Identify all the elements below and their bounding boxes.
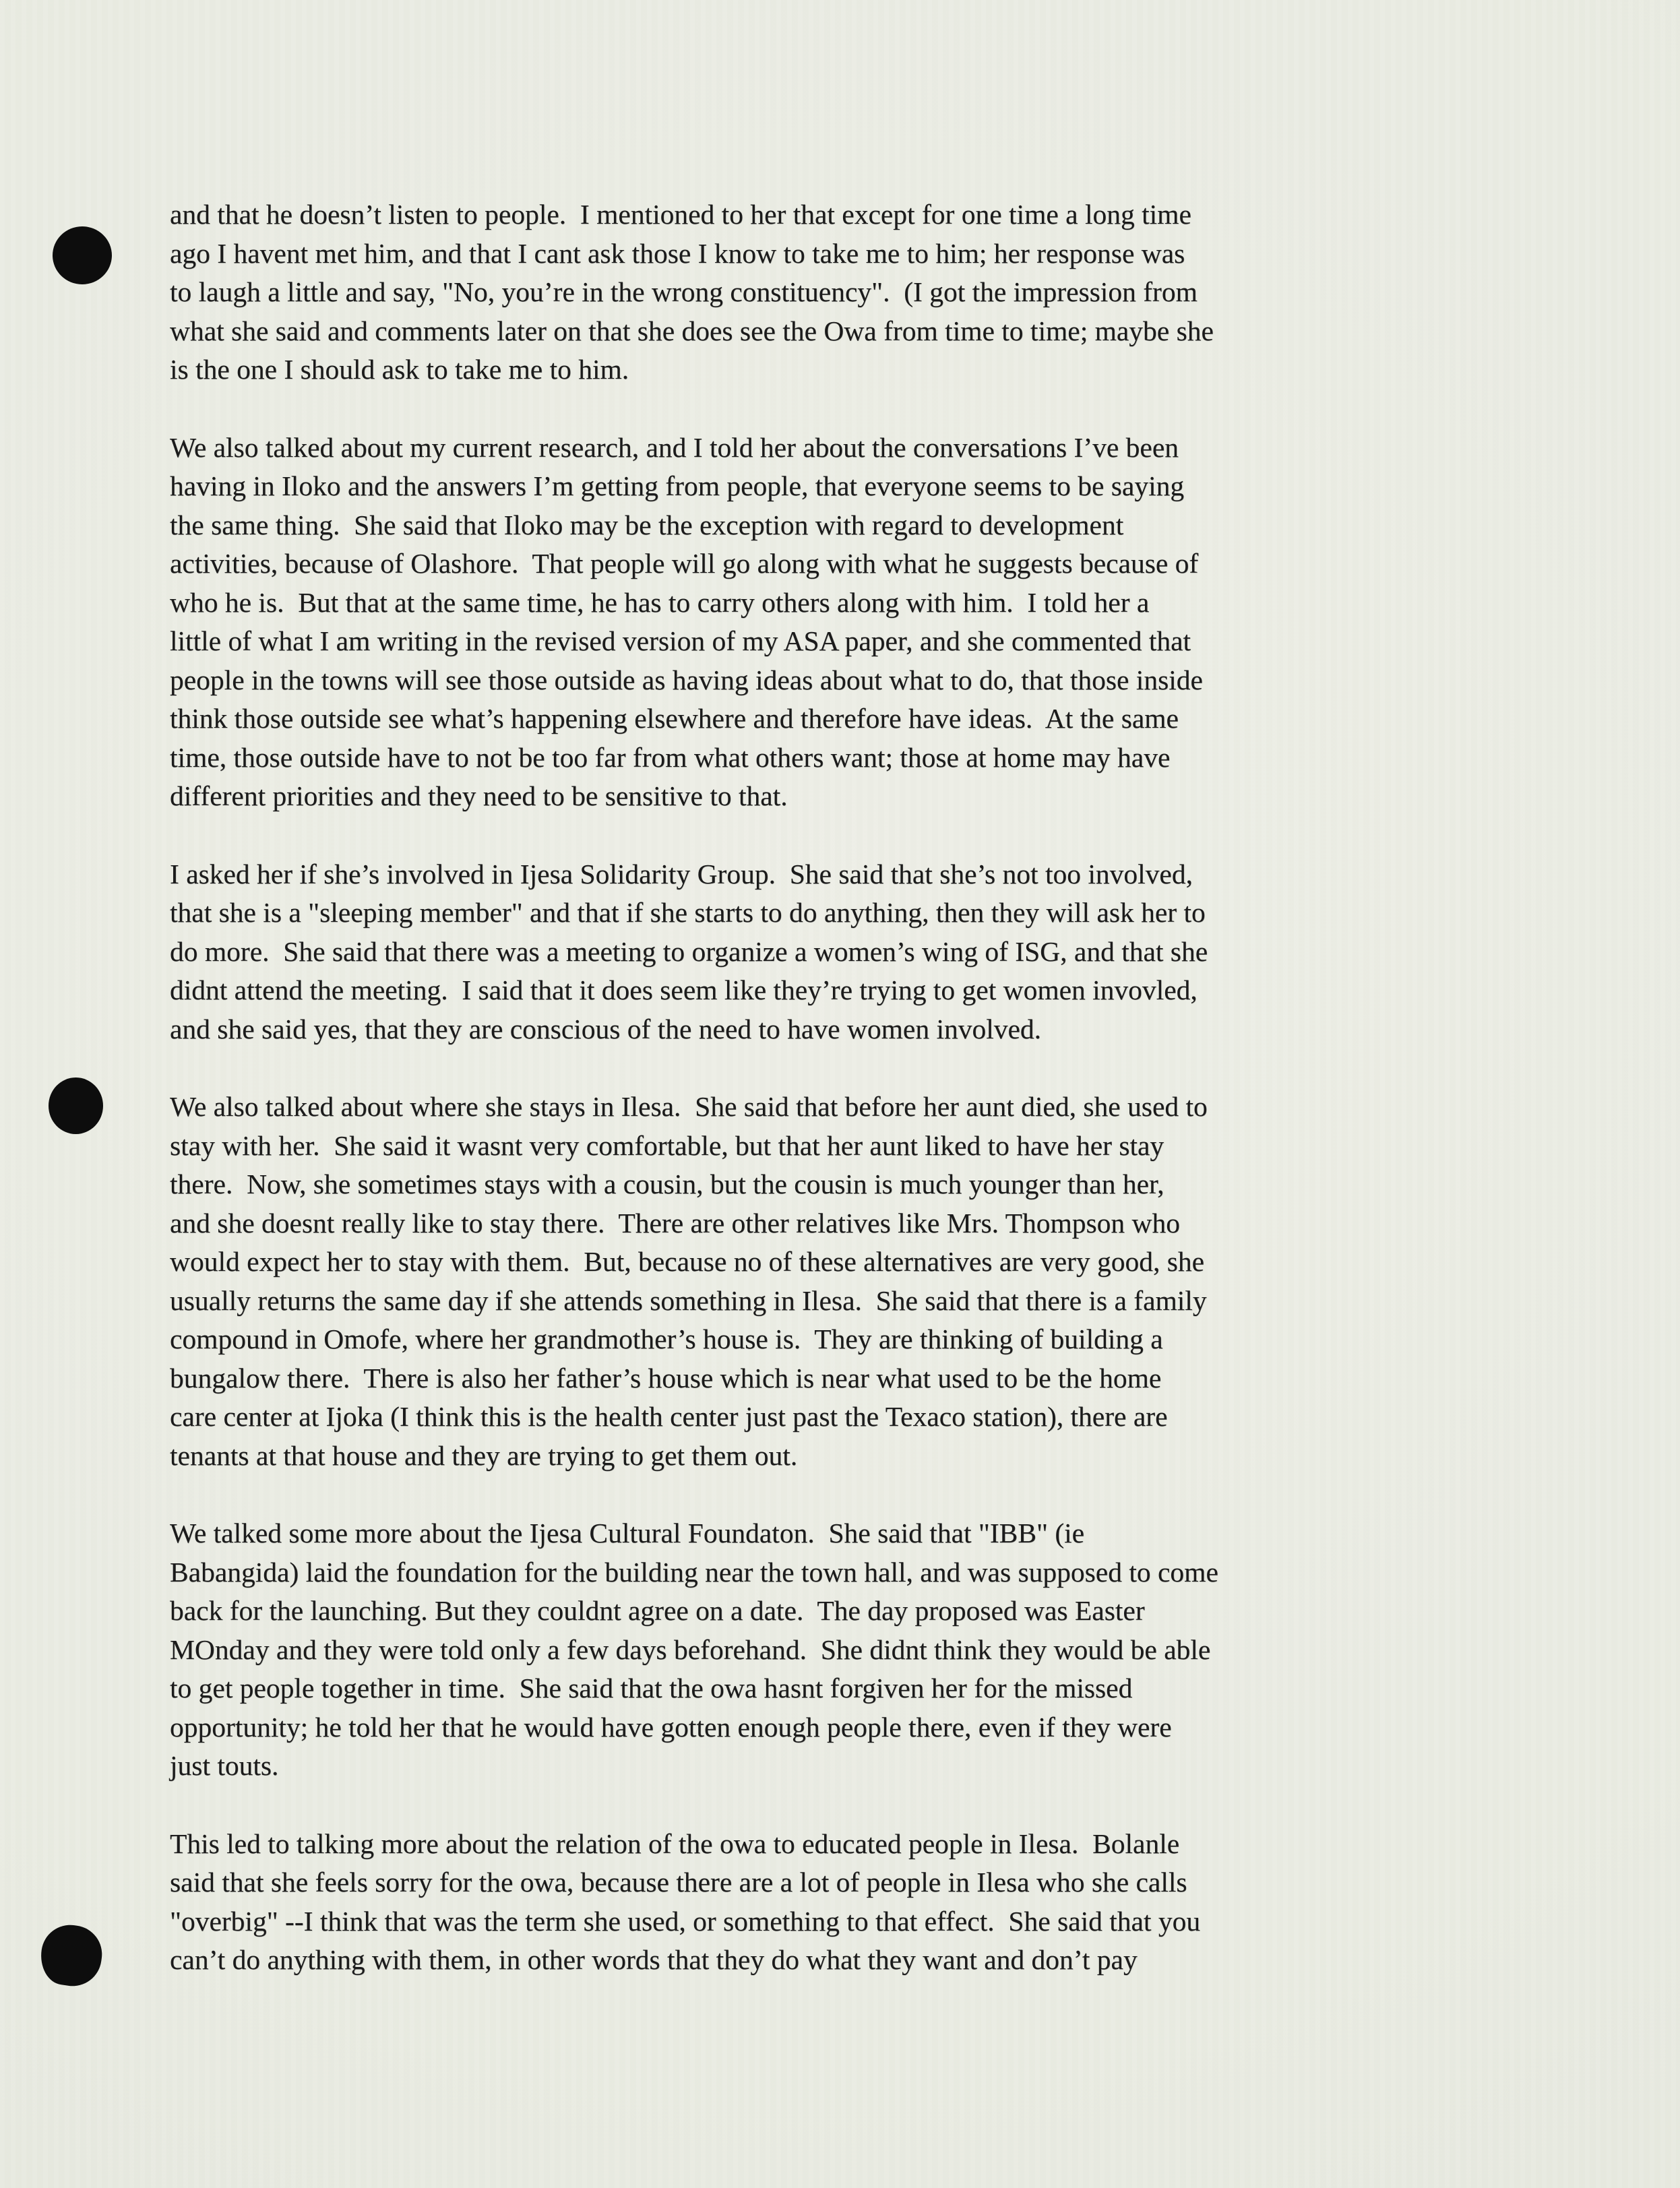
text-line: back for the launching. But they couldnt agree on a date. The day proposed was Easter xyxy=(170,1595,1145,1626)
text-line: bungalow there. There is also her father’s house which is near what used to be the home xyxy=(170,1362,1162,1394)
text-line: and that he doesn’t listen to people. I mentioned to her that except for one time a long time xyxy=(170,199,1191,230)
text-line: to laugh a little and say, "No, you’re in the wrong constituency". (I got the impression from xyxy=(170,276,1197,307)
hole-punch-mark-middle xyxy=(49,1077,103,1134)
text-line: Babangida) laid the foundation for the building near the town hall, and was supposed to come xyxy=(170,1556,1218,1588)
text-line: to get people together in time. She said that the owa hasnt forgiven her for the missed xyxy=(170,1673,1133,1703)
text-line: compound in Omofe, where her grandmother’s house is. They are thinking of building a xyxy=(170,1323,1163,1354)
page-text xyxy=(170,195,1494,2019)
text-line: didnt attend the meeting. I said that it does seem like they’re trying to get women invovled, xyxy=(170,974,1197,1005)
text-line: This led to talking more about the relation of the owa to educated people in Ilesa. Bolanle xyxy=(170,1827,1180,1859)
text-line: activities, because of Olashore. That people will go along with what he suggests because of xyxy=(170,548,1199,579)
text-line: We also talked about my current research, and I told her about the conversations I’ve been xyxy=(170,431,1179,463)
text-line: having in Iloko and the answers I’m getting from people, that everyone seems to be saying xyxy=(170,470,1185,501)
text-line: and she doesnt really like to stay there. There are other relatives like Mrs. Thompson who xyxy=(170,1207,1180,1239)
text-line: and she said yes, that they are conscious of the need to have women involved. xyxy=(170,1013,1042,1044)
text-line: We talked some more about the Ijesa Cultural Foundaton. She said that "IBB" (ie xyxy=(170,1518,1085,1549)
text-line: think those outside see what’s happening elsewhere and therefore have ideas. At the same xyxy=(170,703,1179,734)
paragraph-6 xyxy=(170,1825,1494,1980)
paragraph-2 xyxy=(170,429,1494,816)
paragraph-4 xyxy=(170,1088,1494,1475)
text-line: people in the towns will see those outside as having ideas about what to do, that those inside xyxy=(170,664,1203,695)
text-line: just touts. xyxy=(170,1750,279,1781)
text-line: do more. She said that there was a meeting to organize a women’s wing of ISG, and that she xyxy=(170,935,1208,967)
text-line: what she said and comments later on that she does see the Owa from time to time; maybe she xyxy=(170,315,1214,346)
text-line: who he is. But that at the same time, he has to carry others along with him. I told her a xyxy=(170,586,1150,618)
hole-punch-mark-bottom xyxy=(37,1921,106,1990)
text-line: little of what I am writing in the revised version of my ASA paper, and she commented that xyxy=(170,625,1191,656)
text-line: tenants at that house and they are trying to get them out. xyxy=(170,1439,798,1471)
text-line: said that she feels sorry for the owa, because there are a lot of people in Ilesa who she calls xyxy=(170,1867,1187,1898)
paragraph-5 xyxy=(170,1514,1494,1786)
text-line: I asked her if she’s involved in Ijesa Solidarity Group. She said that she’s not too involved, xyxy=(170,858,1193,889)
text-line: would expect her to stay with them. But, because no of these alternatives are very good, she xyxy=(170,1246,1205,1277)
text-line: is the one I should ask to take me to him. xyxy=(170,354,629,385)
text-line: there. Now, she sometimes stays with a cousin, but the cousin is much younger than her, xyxy=(170,1168,1164,1199)
text-line: the same thing. She said that Iloko may be the exception with regard to development xyxy=(170,509,1124,540)
paragraph-1 xyxy=(170,195,1494,389)
paragraph-3 xyxy=(170,855,1494,1049)
text-line: ago I havent met him, and that I cant ask those I know to take me to him; her response was xyxy=(170,237,1185,269)
text-line: usually returns the same day if she attends something in Ilesa. She said that there is a family xyxy=(170,1284,1207,1316)
text-line: that she is a "sleeping member" and that if she starts to do anything, then they will ask her to xyxy=(170,897,1206,928)
hole-punch-mark-top xyxy=(53,226,112,284)
text-line: care center at Ijoka (I think this is the health center just past the Texaco station), there are xyxy=(170,1401,1168,1432)
text-line: can’t do anything with them, in other words that they do what they want and don’t pay xyxy=(170,1944,1138,1975)
text-line: "overbig" --I think that was the term she used, or something to that effect. She said that you xyxy=(170,1905,1201,1937)
text-line: different priorities and they need to be sensitive to that. xyxy=(170,780,788,811)
text-line: We also talked about where she stays in Ilesa. She said that before her aunt died, she used to xyxy=(170,1091,1208,1122)
text-line: stay with her. She said it wasnt very comfortable, but that her aunt liked to have her stay xyxy=(170,1129,1164,1161)
text-line: opportunity; he told her that he would have gotten enough people there, even if they were xyxy=(170,1711,1172,1743)
text-line: time, those outside have to not be too far from what others want; those at home may have xyxy=(170,741,1171,773)
text-line: MOnday and they were told only a few days beforehand. She didnt think they would be able xyxy=(170,1633,1211,1665)
